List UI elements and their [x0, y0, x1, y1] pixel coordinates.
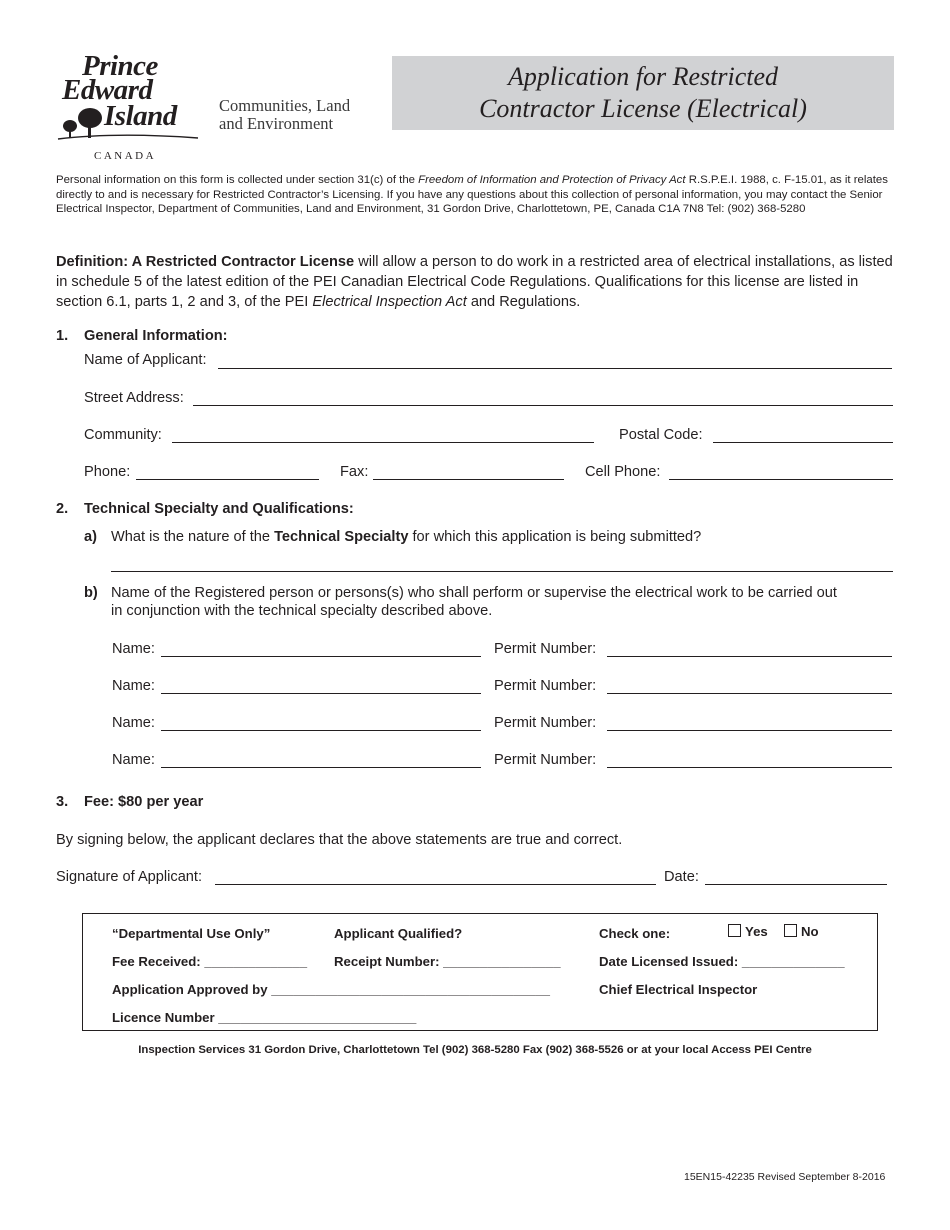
postal-code-label: Postal Code: — [619, 427, 703, 443]
section-2-title: Technical Specialty and Qualifications: — [84, 501, 354, 517]
definition-text: and Regulations. — [466, 294, 581, 310]
definition-text: will allow a person to do work in a restricted area of electrical installations, as listed in schedule 5 of the latest edition of the PEI Canadian Electrical Code Regulations. Qualifications for this license are listed in section 6.1, parts 1, 2 and 3, of the PEI — [56, 254, 893, 310]
section-3-title: Fee: $80 per year — [84, 794, 204, 810]
receipt-number-field[interactable]: Receipt Number: ________________ — [334, 954, 561, 969]
permit-number-label: Permit Number: — [494, 641, 597, 657]
no-option[interactable] — [784, 924, 819, 940]
question-a-emphasis: Technical Specialty — [274, 529, 409, 545]
section-3-number: 3. — [56, 794, 69, 810]
signature-label: Signature of Applicant: — [56, 869, 203, 885]
question-b-text — [111, 584, 837, 620]
registered-name-label: Name: — [112, 715, 155, 731]
declaration-text: By signing below, the applicant declares that the above statements are true and correct. — [56, 832, 623, 848]
department-line: Communities, Land — [219, 96, 351, 115]
registered-name-field[interactable] — [161, 656, 481, 657]
no-label: No — [801, 924, 819, 939]
permit-number-field[interactable] — [607, 693, 892, 694]
check-one-label: Check one: — [599, 926, 671, 941]
question-b-line: in conjunction with the technical specialty described above. — [111, 603, 493, 619]
no-checkbox[interactable] — [784, 924, 797, 937]
department-name — [219, 97, 350, 133]
permit-number-label: Permit Number: — [494, 752, 597, 768]
logo-word-edward: Edward — [62, 74, 153, 106]
yes-checkbox[interactable] — [728, 924, 741, 937]
street-address-label: Street Address: — [84, 390, 184, 406]
title-line-2: Contractor License (Electrical) — [479, 94, 807, 123]
date-licensed-issued-field[interactable]: Date Licensed Issued: ______________ — [599, 954, 845, 969]
section-1-number: 1. — [56, 328, 69, 344]
name-of-applicant-label: Name of Applicant: — [84, 352, 207, 368]
name-of-applicant-field[interactable] — [218, 368, 892, 369]
licence-number-field[interactable]: Licence Number ___________________________ — [112, 1010, 417, 1025]
date-field[interactable] — [705, 884, 887, 885]
title-line-1: Application for Restricted — [507, 62, 779, 91]
phone-label: Phone: — [84, 464, 131, 480]
departmental-use-heading: “Departmental Use Only” — [112, 926, 271, 941]
cell-phone-field[interactable] — [669, 479, 893, 480]
permit-number-field[interactable] — [607, 767, 892, 768]
privacy-act-name: Freedom of Information and Protection of Privacy Act — [418, 174, 686, 186]
chief-inspector-label: Chief Electrical Inspector — [599, 982, 758, 997]
departmental-use-box — [82, 913, 878, 1031]
question-a-label: a) — [84, 529, 97, 545]
registered-name-label: Name: — [112, 641, 155, 657]
technical-specialty-field[interactable] — [111, 571, 893, 572]
definition-paragraph — [56, 252, 898, 312]
registered-name-field[interactable] — [161, 767, 481, 768]
question-a-text — [111, 528, 701, 546]
privacy-text: Personal information on this form is collected under section 31(c) of the — [56, 174, 419, 186]
question-a-text-part: What is the nature of the — [111, 529, 275, 545]
definition-term: Definition: A Restricted Contractor License — [56, 254, 355, 270]
permit-number-field[interactable] — [607, 656, 892, 657]
yes-option[interactable] — [728, 924, 768, 940]
section-2-number: 2. — [56, 501, 69, 517]
question-b-line: Name of the Registered person or persons(s) who shall perform or supervise the electrical work to be carried out — [111, 585, 837, 601]
registered-name-field[interactable] — [161, 730, 481, 731]
logo-word-prince: Prince — [82, 50, 158, 82]
fee-received-field[interactable]: Fee Received: ______________ — [112, 954, 308, 969]
document-number: 15EN15-42235 Revised September 8-2016 — [684, 1171, 886, 1183]
footer-contact: Inspection Services 31 Gordon Drive, Charlottetown Tel (902) 368-5280 Fax (902) 368-5526 or at your local Access PEI Centre — [138, 1044, 812, 1056]
community-field[interactable] — [172, 442, 594, 443]
permit-number-label: Permit Number: — [494, 715, 597, 731]
tree-icon — [56, 108, 206, 148]
permit-number-field[interactable] — [607, 730, 892, 731]
section-1-title: General Information: — [84, 328, 228, 344]
question-a-text-part: for which this application is being submitted? — [408, 529, 702, 545]
form-title — [392, 56, 894, 130]
question-b-label: b) — [84, 585, 98, 601]
postal-code-field[interactable] — [713, 442, 893, 443]
fax-field[interactable] — [373, 479, 564, 480]
date-label: Date: — [664, 869, 699, 885]
logo-country: CANADA — [94, 150, 157, 162]
definition-act-name: Electrical Inspection Act — [312, 294, 467, 310]
street-address-field[interactable] — [193, 405, 893, 406]
pei-logo — [56, 52, 206, 164]
community-label: Community: — [84, 427, 162, 443]
yes-label: Yes — [745, 924, 768, 939]
registered-name-label: Name: — [112, 752, 155, 768]
privacy-text: R.S.P.E.I. 1988, c. F-15.01, as it relates directly to and is necessary for Restricted Contractor’s Licensing. If you have any questions about this collection of personal information, you may contact the Senior Electrical Inspector, Department of Communities, Land and Environment, 31 Gordon Drive, Charlottetown, PE, Canada C1A 7N8 Tel: (902) 368-5280 — [56, 174, 888, 216]
application-approved-by-field[interactable]: Application Approved by ______________________________________ — [112, 982, 550, 997]
registered-name-label: Name: — [112, 678, 155, 694]
privacy-notice — [56, 173, 898, 217]
signature-field[interactable] — [215, 884, 656, 885]
phone-field[interactable] — [136, 479, 319, 480]
permit-number-label: Permit Number: — [494, 678, 597, 694]
department-line: and Environment — [219, 114, 334, 133]
logo-word-island: Island — [104, 100, 177, 132]
fax-label: Fax: — [340, 464, 369, 480]
cell-phone-label: Cell Phone: — [585, 464, 661, 480]
registered-name-field[interactable] — [161, 693, 481, 694]
applicant-qualified-label: Applicant Qualified? — [334, 926, 463, 941]
